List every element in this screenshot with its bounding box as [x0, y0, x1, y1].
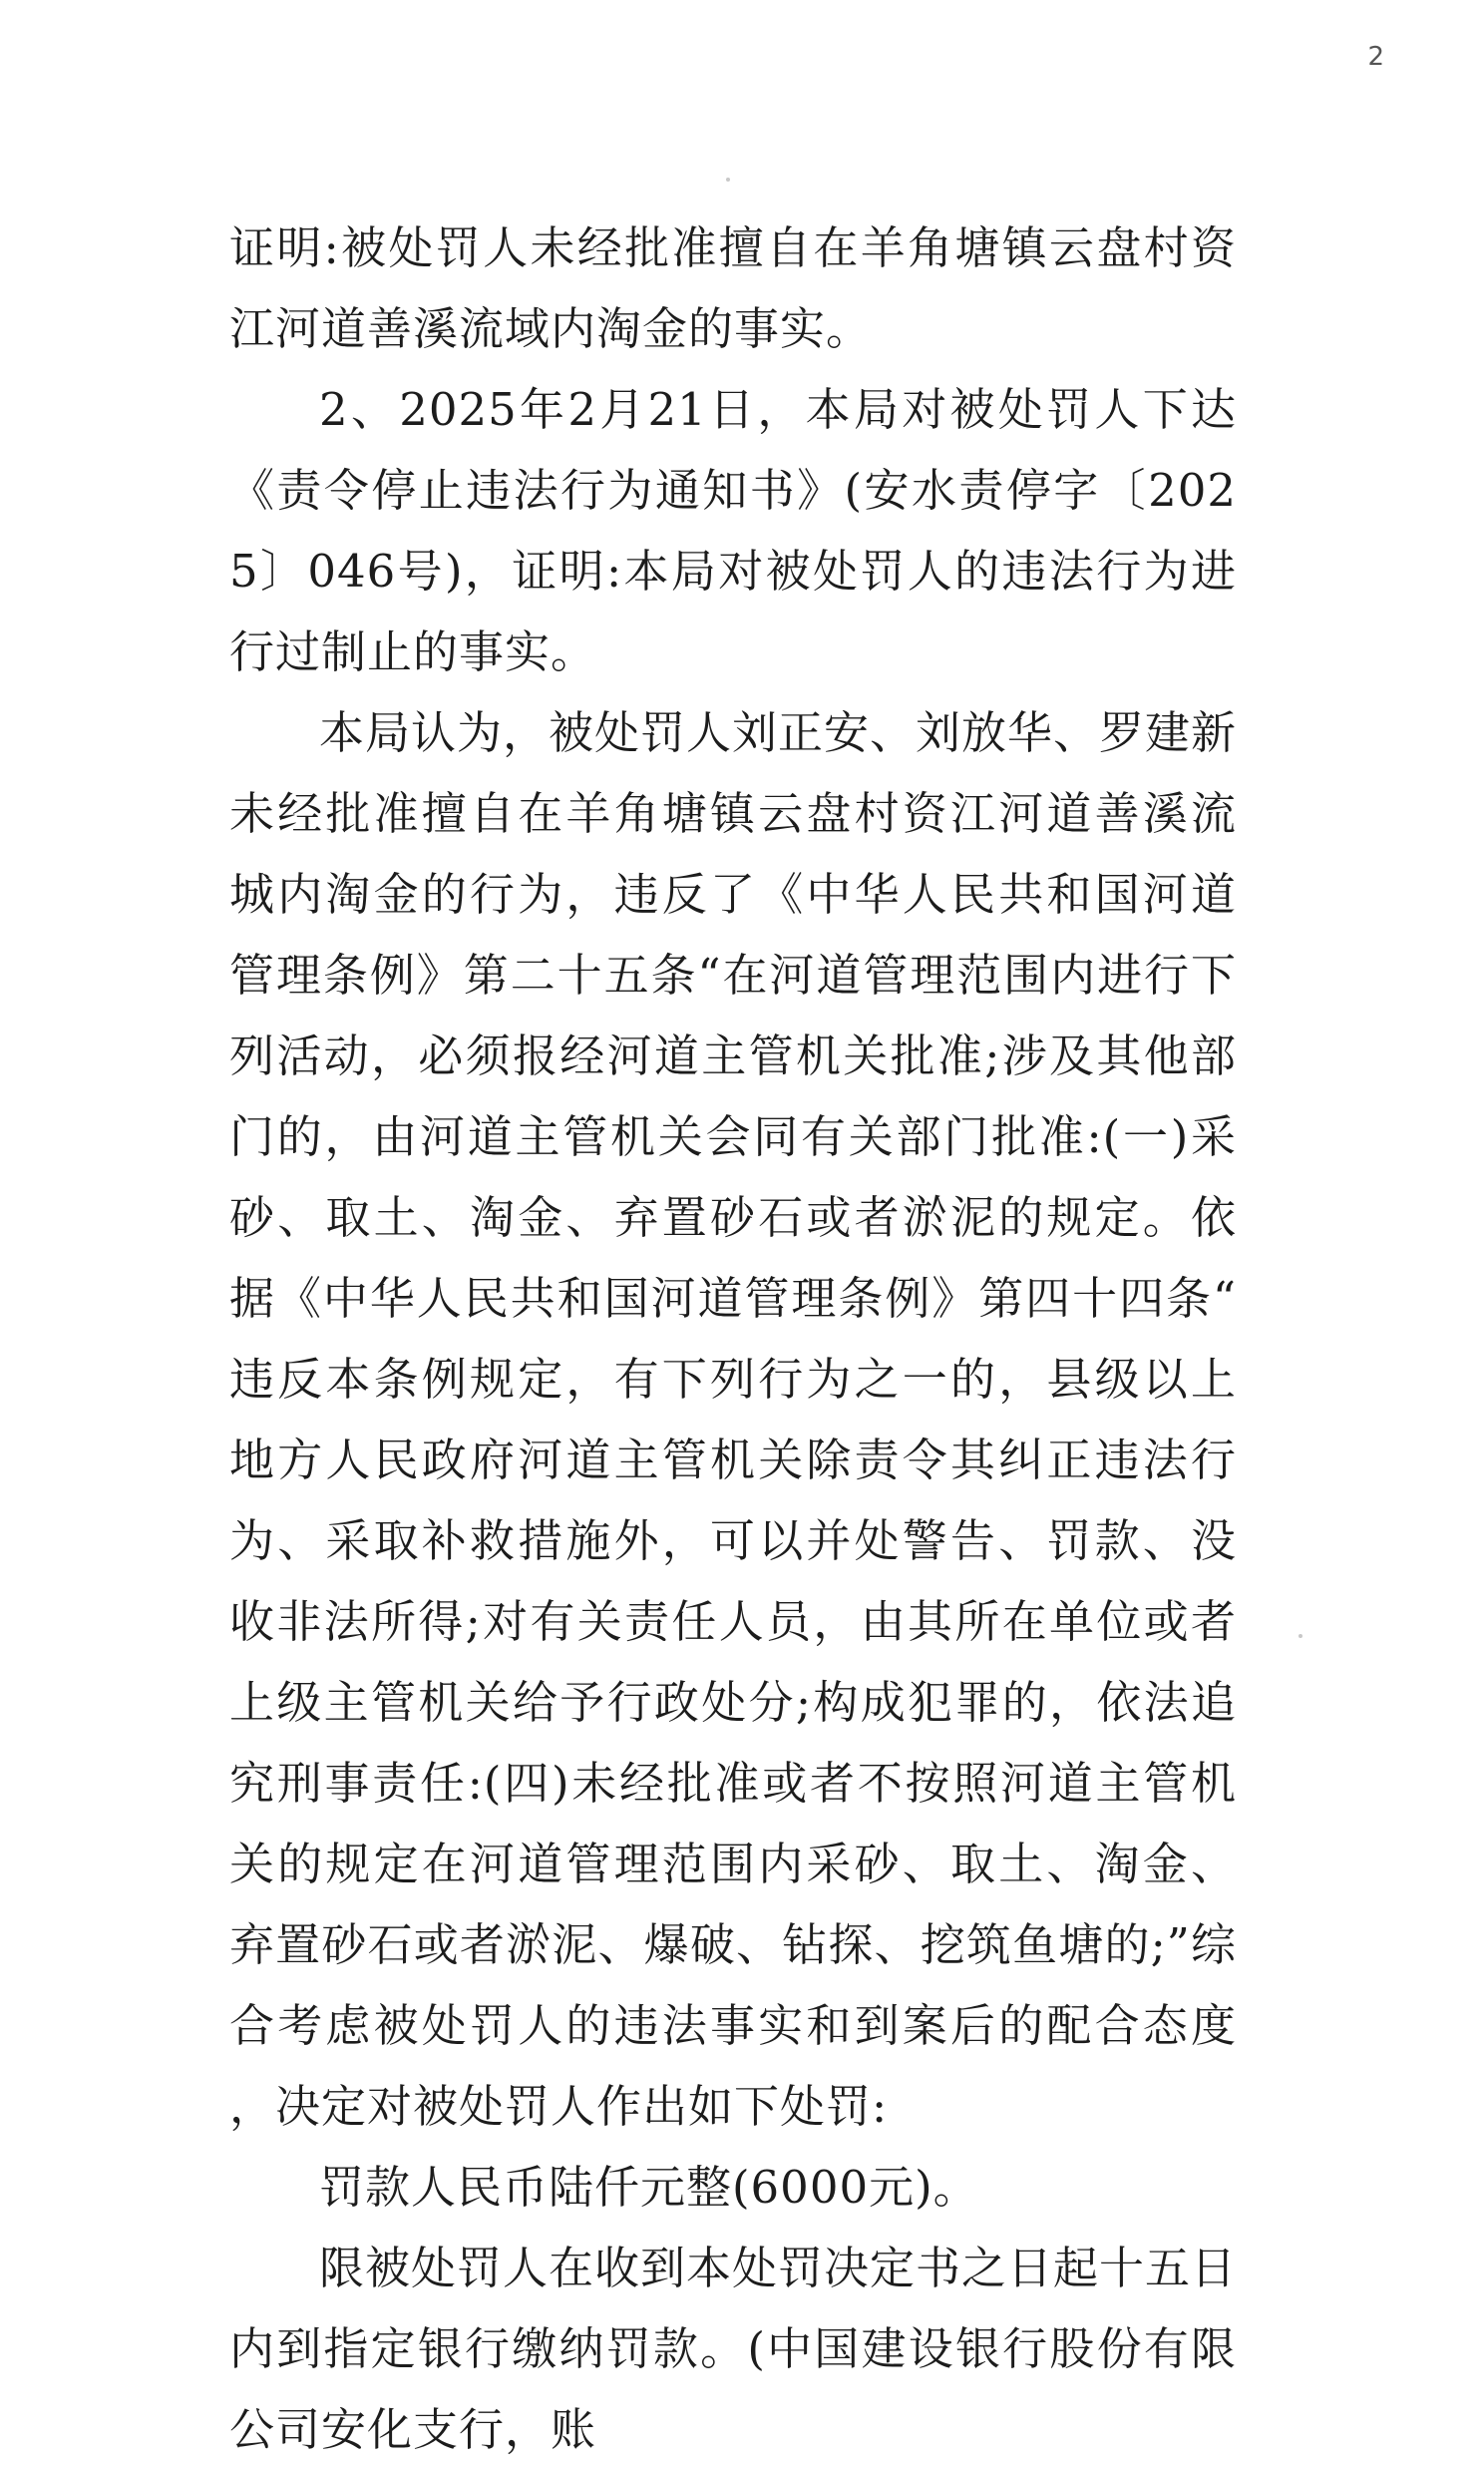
paragraph-legal-finding: 本局认为，被处罚人刘正安、刘放华、罗建新未经批准擅自在羊角塘镇云盘村资江河道善溪流城内淘金的行为，违反了《中华人民共和国河道管理条例》第二十五条“在河道管理范围内进行下列活动，必须报经河道主管机关批准;涉及其他部门的，由河道主管机关会同有关部门批准:(一)采砂、取土、淘金、弃置砂石或者淤泥的规定。依据《中华人民共和国河道管理条例》第四十四条“违反本条例规定，有下列行为之一的，县级以上地方人民政府河道主管机关除责令其纠正违法行为、采取补救措施外，可以并处警告、罚款、没收非法所得;对有关责任人员，由其所在单位或者上级主管机关给予行政处分;构成犯罪的，依法追究刑事责任:(四)未经批准或者不按照河道主管机关的规定在河道管理范围内采砂、取土、淘金、弃置砂石或者淤泥、爆破、钻探、挖筑鱼塘的;”综合考虑被处罚人的违法事实和到案后的配合态度，决定对被处罚人作出如下处罚:: [229, 706, 1238, 2133]
document-body: [229, 207, 1237, 2470]
paragraph-evidence-2: 2、2025年2月21日，本局对被处罚人下达《责令停止违法行为通知书》(安水责停字〔2025〕046号)，证明:本局对被处罚人的违法行为进行过制止的事实。: [229, 383, 1237, 678]
paragraph-evidence-1-conclusion: 证明:被处罚人未经批准擅自在羊角塘镇云盘村资江河道善溪流域内淘金的事实。: [229, 221, 1237, 355]
paragraph-penalty: 罚款人民币陆仟元整(6000元)。: [319, 2161, 979, 2214]
paragraph-payment-instruction: 限被处罚人在收到本处罚决定书之日起十五日内到指定银行缴纳罚款。(中国建设银行股份有限公司安化支行，账: [229, 2242, 1238, 2456]
scan-speck: [1298, 1634, 1302, 1638]
page-number: 2: [1367, 42, 1384, 72]
scan-speck: [726, 178, 730, 182]
